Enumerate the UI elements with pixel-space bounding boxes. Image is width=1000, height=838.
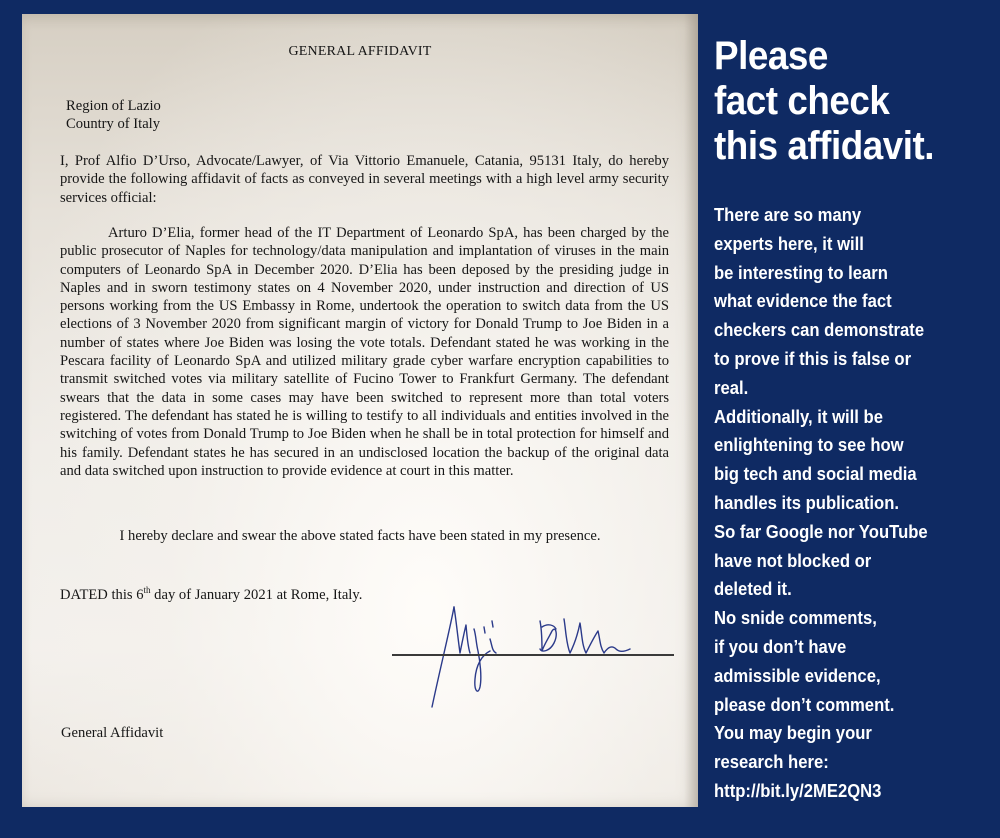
caption-line: No snide comments, xyxy=(714,607,877,629)
document-title: GENERAL AFFIDAVIT xyxy=(288,44,432,59)
dated-ordinal: th xyxy=(143,585,151,595)
caption-line: Additionally, it will be xyxy=(714,405,883,427)
intro-paragraph: I, Prof Alfio D’Urso, Advocate/Lawyer, of Via Vittorio Emanuele, Catania, 95131 Italy, do hereby provide the following affidavit of facts as conveyed in several meetings with a high level army security services official: xyxy=(60,153,669,206)
dated-line xyxy=(60,585,362,604)
caption-line: be interesting to learn xyxy=(714,261,888,283)
caption-body xyxy=(714,201,928,806)
caption-line: deleted it. xyxy=(714,578,792,600)
caption-line: So far Google nor YouTube xyxy=(714,520,928,542)
caption-line: please don’t comment. xyxy=(714,693,895,715)
caption-line: admissible evidence, xyxy=(714,664,881,686)
country-line: Country of Italy xyxy=(66,116,161,132)
caption-line: checkers can demonstrate xyxy=(714,319,925,341)
headline-line: this affidavit. xyxy=(714,124,935,168)
caption-line: if you don’t have xyxy=(714,635,847,657)
headline-line: Please xyxy=(714,34,828,78)
declaration-line: I hereby declare and swear the above stated facts have been stated in my presence. xyxy=(119,528,601,544)
caption-line: experts here, it will xyxy=(714,232,864,254)
research-link[interactable]: http://bit.ly/2ME2QN3 xyxy=(714,779,882,801)
dated-suffix: day of January 2021 at Rome, Italy. xyxy=(150,587,363,603)
headline-line: fact check xyxy=(714,79,890,123)
dated-prefix: DATED this 6 xyxy=(60,587,144,603)
caption-line: research here: xyxy=(714,751,829,773)
footer-label: General Affidavit xyxy=(61,725,164,741)
caption-line: to prove if this is false or xyxy=(714,347,912,369)
affidavit-document xyxy=(22,14,698,807)
caption-line: enlightening to see how xyxy=(714,434,904,456)
body-paragraph xyxy=(60,224,669,480)
signature-line xyxy=(392,654,674,656)
caption-panel xyxy=(714,0,1000,838)
caption-line: You may begin your xyxy=(714,722,872,744)
region-line: Region of Lazio xyxy=(66,98,161,114)
caption-line: big tech and social media xyxy=(714,463,917,485)
caption-line: There are so many xyxy=(714,204,862,225)
signature-icon xyxy=(392,599,682,719)
body-paragraph-text: Arturo D’Elia, former head of the IT Department of Leonardo SpA, has been charged by the public prosecutor of Naples for technology/data manipulation and implantation of viruses in the main computers of Leonardo SpA in December 2020. D’Elia has been deposed by the presiding judge in Naples and in sworn testimony states on 4 November 2020, under instruction and direction of US persons working from the US Embassy in Rome, undertook the operation to switch data from the US elections of 3 November 2020 from significant margin of victory for Donald Trump to Joe Biden in a number of states where Joe Biden was losing the vote totals. Defendant stated he was working in the Pescara facility of Leonardo SpA and utilized military grade cyber warfare encryption capabilities to transmit switched votes via military satellite of Fucino Tower to Frankfurt Germany. The defendant swears that the data in some cases may have been switched to represent more than total voters registered. The defendant has stated he is willing to testify to all individuals and entities involved in the switching of votes from Donald Trump to Joe Biden when he shall be in total protection for himself and his family. Defendant states he has secured in an undisclosed location the backup of the original data and data switched upon instruction to provide evidence at court in this matter. xyxy=(60,225,669,479)
caption-line: real. xyxy=(714,376,749,398)
caption-line: what evidence the fact xyxy=(714,290,892,312)
headline xyxy=(714,34,934,169)
caption-line: handles its publication. xyxy=(714,491,900,513)
caption-line: have not blocked or xyxy=(714,549,872,571)
